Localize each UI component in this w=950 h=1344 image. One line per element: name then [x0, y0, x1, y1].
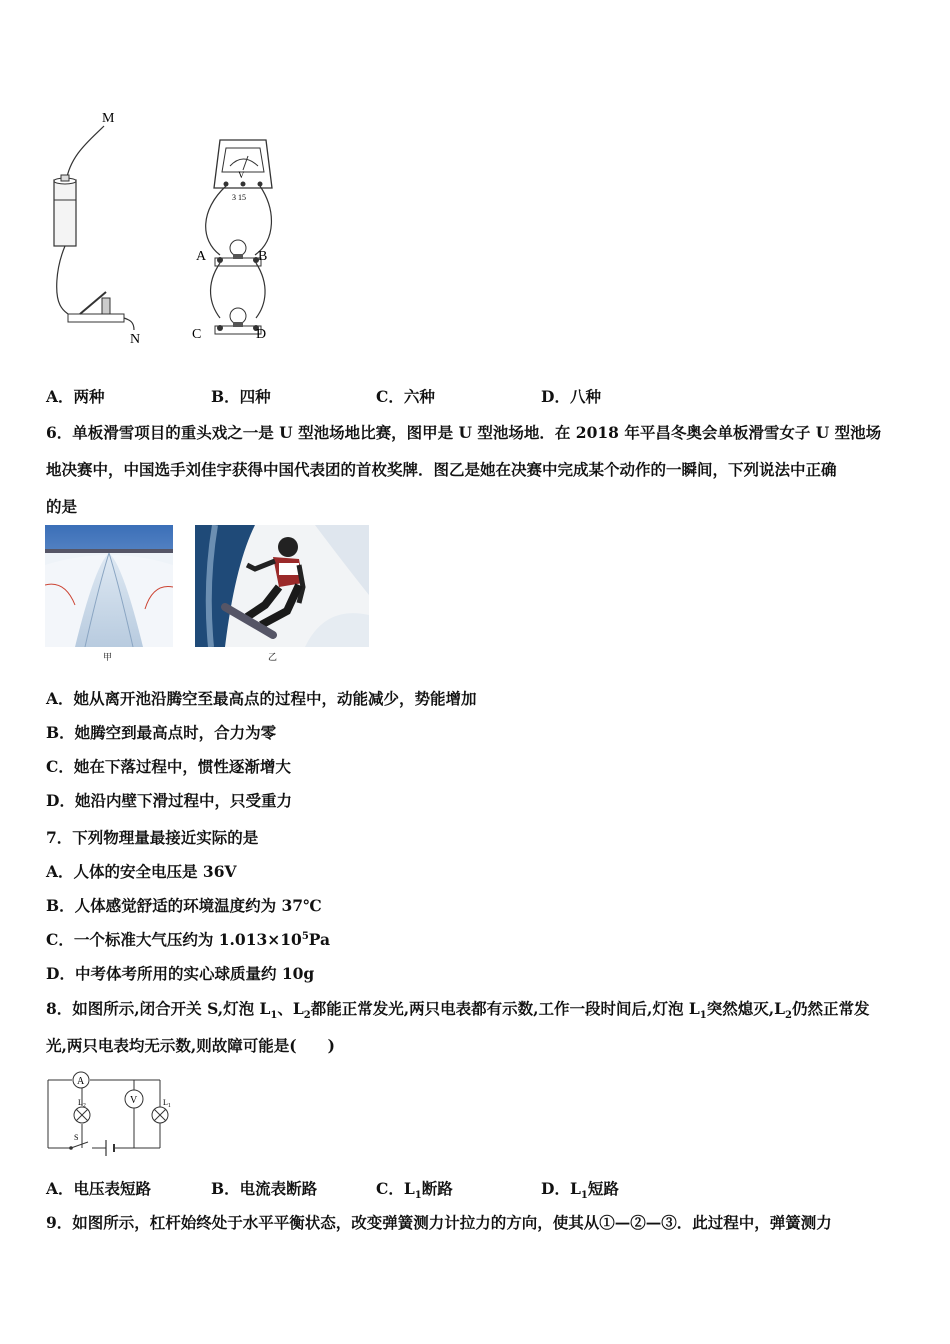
q5-option-c: C．六种 — [376, 387, 435, 406]
q7-option-d: D．中考体考所用的实心球质量约 10g — [46, 964, 315, 983]
caption-yi: 乙 — [268, 653, 278, 663]
caption-jia: 甲 — [103, 653, 113, 663]
svg-text:L2: $L_2$ — [78, 1098, 86, 1109]
q6-stem-line3: 的是 — [46, 497, 78, 516]
meter-letter: V — [238, 170, 245, 180]
battery-symbol — [106, 1140, 114, 1156]
q8-option-a: A．电压表短路 — [46, 1179, 152, 1198]
voltmeter-symbol — [125, 1090, 143, 1108]
q6-option-b: B．她腾空到最高点时，合力为零 — [46, 723, 277, 742]
svg-text:A: A — [77, 1076, 85, 1087]
photo-halfpipe — [45, 525, 173, 647]
q6-option-c: C．她在下落过程中，惯性逐渐增大 — [46, 757, 291, 776]
battery — [54, 180, 76, 246]
label-D: D — [256, 327, 267, 342]
svg-text:V: V — [130, 1095, 138, 1106]
q8-stem-line2: 光,两只电表均无示数,则故障可能是( ) — [46, 1036, 335, 1055]
q6-stem-line1: 6．单板滑雪项目的重头戏之一是 U 型池场地比赛，图甲是 U 型池场地．在 2018 年平昌冬奥会单板滑雪女子 U 型池场 — [46, 423, 882, 442]
q6-stem-line2: 地决赛中，中国选手刘佳宇获得中国代表团的首枚奖牌．图乙是她在决赛中完成某个动作的一瞬间，下列说法中正确 — [46, 460, 837, 479]
q7-option-a: A．人体的安全电压是 36V — [46, 862, 237, 881]
svg-text:L1: $L_1$ — [163, 1098, 171, 1109]
q8-option-b: B．电流表断路 — [211, 1179, 318, 1198]
label-C: C — [192, 327, 202, 342]
q9-stem-line1: 9．如图所示，杠杆始终处于水平平衡状态，改变弹簧测力计拉力的方向，使其从①—②—③．此过程中，弹簧测力 — [46, 1213, 832, 1232]
switch-S-symbol — [69, 1133, 88, 1150]
photo-snowboarder — [195, 525, 369, 647]
q5-option-d: D．八种 — [541, 387, 601, 406]
lamp-AB — [215, 240, 261, 266]
q8-option-d: D．$L_1$短路 — [541, 1179, 619, 1202]
q7-option-b: B．人体感觉舒适的环境温度约为 37℃ — [46, 896, 322, 915]
svg-text:S: S — [74, 1133, 79, 1142]
label-B: B — [258, 249, 268, 264]
q8-circuit-diagram — [44, 1068, 174, 1158]
lamp-CD — [215, 308, 261, 334]
voltmeter — [214, 140, 272, 202]
q8-option-c: C．$L_1$断路 — [376, 1179, 453, 1202]
q5-circuit-figure — [40, 100, 290, 360]
lamp-L1-symbol — [152, 1098, 171, 1123]
q5-option-a: A．两种 — [46, 387, 105, 406]
ammeter-symbol — [73, 1072, 89, 1088]
label-M: M — [102, 111, 115, 126]
lamp-L2-symbol — [74, 1098, 90, 1123]
label-A: A — [196, 249, 207, 264]
q6-option-d: D．她沿内壁下滑过程中，只受重力 — [46, 791, 292, 810]
q6-option-a: A．她从离开池沿腾空至最高点的过程中，动能减少，势能增加 — [46, 689, 477, 708]
q5-option-b: B．四种 — [211, 387, 271, 406]
meter-terminals: 3 15 — [232, 193, 246, 202]
knife-switch — [68, 292, 124, 322]
q7-stem: 7．下列物理量最接近实际的是 — [46, 828, 259, 847]
q7-option-c: C．一个标准大气压约为 $1.013\times 10^5Pa$ — [46, 930, 331, 949]
label-N: N — [130, 332, 141, 347]
q8-stem-line1: 8．如图所示,闭合开关 S,灯泡 $L_1$、$L_2$都能正常发光,两只电表都有示数,工作一段时间后,灯泡 $L_1$突然熄灭$,L_2$仍然正常发 — [46, 999, 870, 1022]
